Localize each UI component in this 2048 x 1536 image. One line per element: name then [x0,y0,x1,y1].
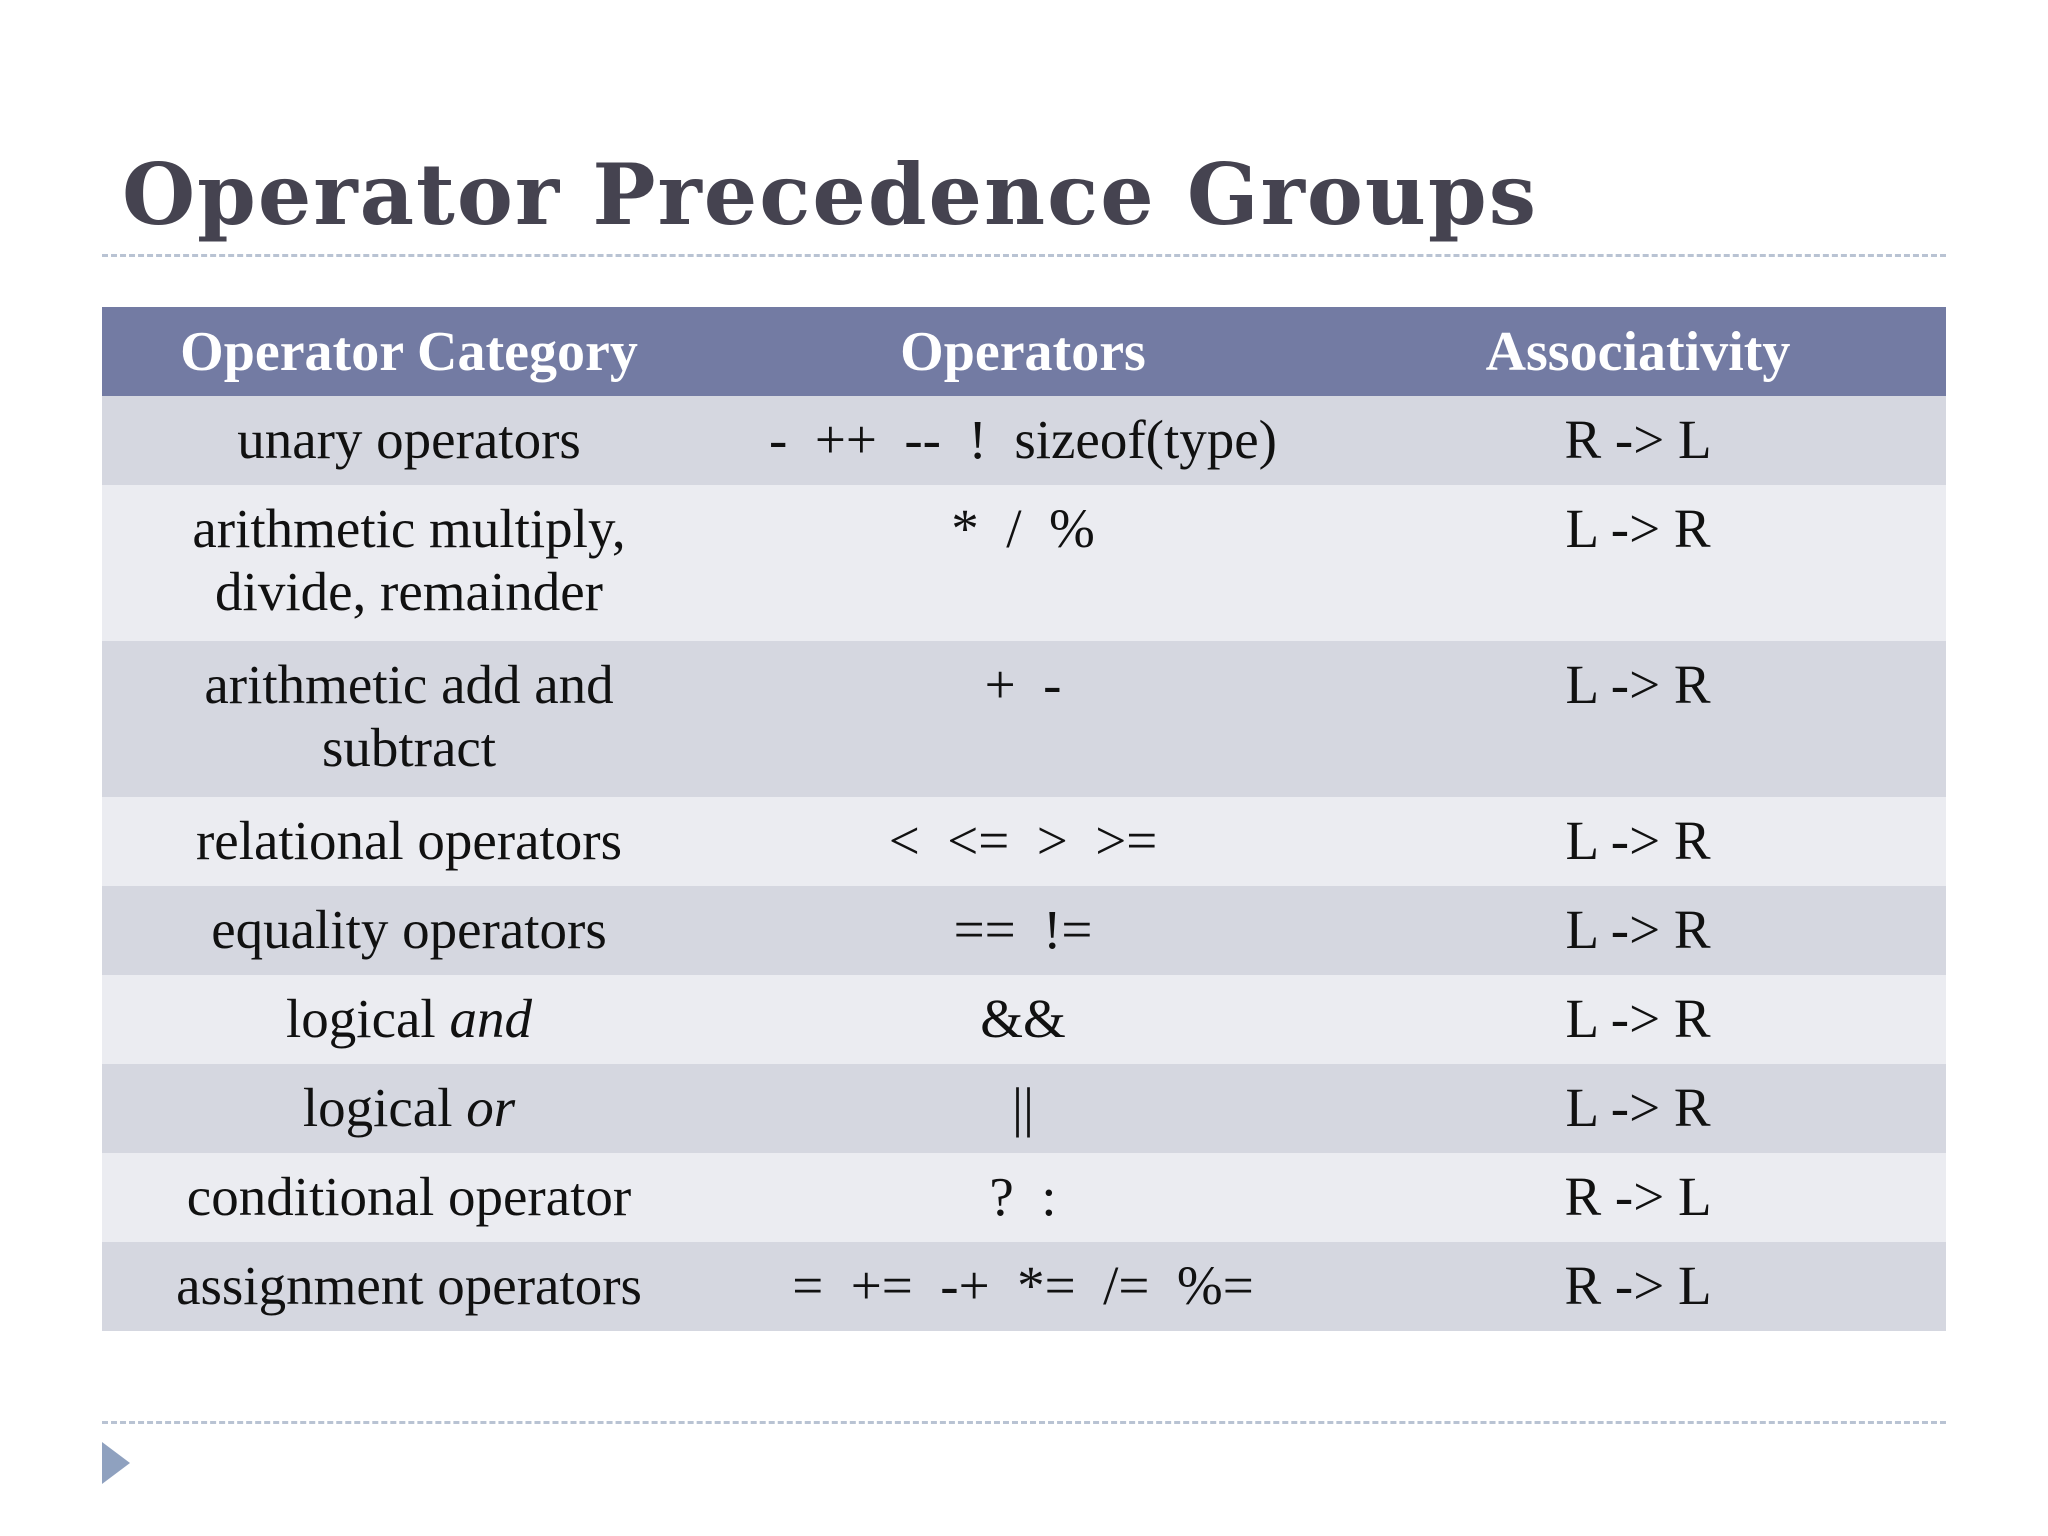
title-divider [102,254,1946,257]
operators-cell: && [716,975,1330,1064]
slide-title: Operator Precedence Groups [122,145,1539,244]
operators-cell: || [716,1064,1330,1153]
operators-cell: ? : [716,1153,1330,1242]
footer-divider [102,1421,1946,1424]
associativity-cell: R -> L [1330,1153,1946,1242]
table-header-row [102,307,1946,396]
associativity-cell: L -> R [1330,1064,1946,1153]
operators-cell: == != [716,886,1330,975]
category-cell: assignment operators [102,1242,716,1331]
category-cell [102,975,716,1064]
operators-cell: = += -+ *= /= %= [716,1242,1330,1331]
table-row [102,975,1946,1064]
operators-cell: + - [716,641,1330,797]
triangle-bullet-icon [102,1442,130,1484]
category-cell: arithmetic multiply, divide, remainder [102,485,716,641]
table-row [102,1153,1946,1242]
table-row [102,396,1946,485]
associativity-cell: R -> L [1330,1242,1946,1331]
header-operator-category: Operator Category [102,307,716,396]
category-emphasis: or [466,1077,516,1138]
operators-cell: - ++ -- ! sizeof(type) [716,396,1330,485]
header-associativity: Associativity [1330,307,1946,396]
category-emphasis: and [449,988,532,1049]
category-cell: arithmetic add and subtract [102,641,716,797]
category-cell: equality operators [102,886,716,975]
table-row [102,1242,1946,1331]
table-row [102,485,1946,641]
associativity-cell: L -> R [1330,797,1946,886]
category-text: logical [302,1077,453,1138]
table-row [102,797,1946,886]
category-cell: unary operators [102,396,716,485]
operators-cell: < <= > >= [716,797,1330,886]
category-text: logical [286,988,436,1049]
header-operators: Operators [716,307,1330,396]
associativity-cell: L -> R [1330,886,1946,975]
table-row [102,641,1946,797]
operators-cell: * / % [716,485,1330,641]
table-row [102,886,1946,975]
associativity-cell: L -> R [1330,641,1946,797]
associativity-cell: R -> L [1330,396,1946,485]
associativity-cell: L -> R [1330,485,1946,641]
category-cell: relational operators [102,797,716,886]
associativity-cell: L -> R [1330,975,1946,1064]
category-cell [102,1064,716,1153]
table-row [102,1064,1946,1153]
category-cell: conditional operator [102,1153,716,1242]
operator-precedence-table [102,307,1946,1331]
